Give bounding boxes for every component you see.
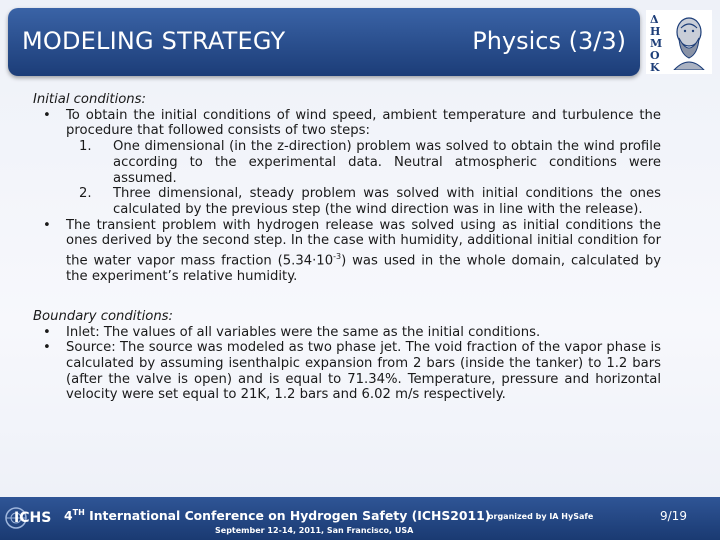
ichs-logo-text: ICHS bbox=[14, 510, 52, 526]
university-logo bbox=[646, 10, 712, 74]
organizer-text: organized by IA HySafe bbox=[488, 512, 594, 521]
title-bar bbox=[8, 8, 640, 76]
list-item: • Source: The source was modeled as two phase jet. The void fraction of the vapor phase is calculated by assuming isenthalpic expansion from 2 bars (inside the tanker) to 1.2 bars (after the valve is open) and is equal to 71.34%. Temperature, pressure and horizontal velocity were set equal to 21K, 1.2 bars and 6.02 m/s respectively. bbox=[43, 340, 661, 403]
ichs-logo bbox=[4, 500, 56, 538]
page-title: Physics (3/3) bbox=[472, 27, 626, 55]
initial-conditions-heading: Initial conditions: bbox=[33, 92, 146, 107]
bullet-icon: • bbox=[43, 324, 51, 340]
slide-body bbox=[33, 92, 661, 403]
list-item: • The transient problem with hydrogen release was solved using as initial conditions the ones derived by the second step. In the case with humidity, additional initial condition for the water vapor mass fraction $(5.34\cdot 10^{-3})$ was used in the whole domain, calculated by the experiment’s relative humidity. bbox=[43, 217, 661, 285]
section-title: MODELING STRATEGY bbox=[22, 27, 286, 55]
bullet-icon: • bbox=[43, 217, 51, 233]
logo-letters: Δ Η Μ Ο Κ bbox=[650, 13, 663, 74]
list-item: 2. Three dimensional, steady problem was solved with initial conditions the ones calculated by the previous step (the wind direction was in line with the release). bbox=[79, 186, 661, 217]
list-item: • To obtain the initial conditions of wind speed, ambient temperature and turbulence the procedure that followed consists of two steps: bbox=[43, 107, 661, 139]
list-item: • Inlet: The values of all variables were the same as the initial conditions. bbox=[43, 324, 541, 340]
boundary-conditions-heading: Boundary conditions: bbox=[33, 308, 173, 324]
bullet-icon: • bbox=[43, 107, 51, 123]
page-number: 9/19 bbox=[660, 509, 687, 523]
list-item: 1. One dimensional (in the z-direction) problem was solved to obtain the wind profile according to the experimental data. Neutral atmospheric conditions were assumed. bbox=[79, 139, 661, 186]
conference-title: 4TH International Conference on Hydrogen Safety (ICHS2011) bbox=[64, 508, 491, 524]
bust-portrait-icon bbox=[670, 14, 708, 70]
conference-date: September 12-14, 2011, San Francisco, USA bbox=[215, 526, 414, 535]
bullet-icon: • bbox=[43, 340, 51, 356]
